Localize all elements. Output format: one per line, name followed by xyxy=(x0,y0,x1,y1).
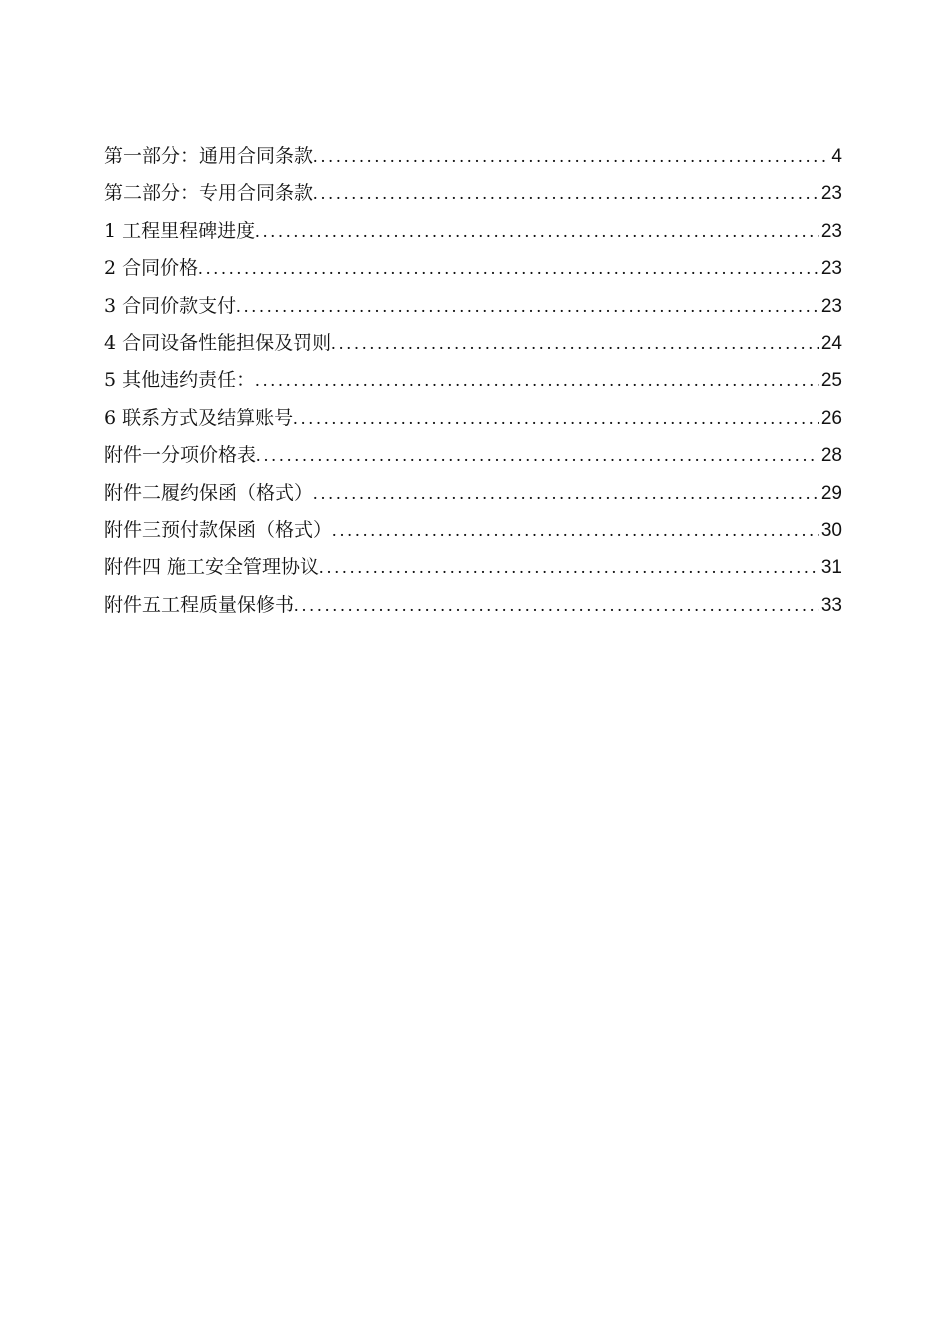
toc-entry[interactable] xyxy=(104,175,842,212)
toc-dot-leader xyxy=(331,325,819,362)
toc-dot-leader xyxy=(198,250,819,287)
toc-entry-page: 25 xyxy=(820,370,842,392)
toc-entry-page: 33 xyxy=(820,594,842,616)
toc-entry-title: 附件三预付款保函（格式） xyxy=(104,518,333,541)
toc-entry[interactable] xyxy=(104,549,842,586)
toc-entry-page: 23 xyxy=(820,295,842,317)
toc-entry[interactable] xyxy=(104,250,842,287)
toc-entry-page: 30 xyxy=(820,519,842,541)
toc-entry[interactable] xyxy=(104,512,842,549)
toc-entry-title: 附件四 施工安全管理协议 xyxy=(104,556,320,579)
toc-entry-title: 4 合同设备性能担保及罚则 xyxy=(104,331,332,354)
toc-entry-title: 3 合同价款支付 xyxy=(104,294,237,317)
toc-entry[interactable] xyxy=(104,138,842,175)
toc-entry-page: 23 xyxy=(820,183,842,205)
table-of-contents xyxy=(104,138,842,624)
toc-entry-title: 2 合同价格 xyxy=(104,257,199,280)
toc-dot-leader xyxy=(313,138,829,175)
toc-entry-page: 24 xyxy=(820,332,842,354)
toc-entry[interactable] xyxy=(104,325,842,362)
toc-entry-page: 26 xyxy=(820,407,842,429)
toc-entry[interactable] xyxy=(104,362,842,399)
toc-entry[interactable] xyxy=(104,587,842,624)
toc-dot-leader xyxy=(313,475,819,512)
toc-entry-title: 5 其他违约责任： xyxy=(104,369,256,392)
toc-dot-leader xyxy=(294,587,819,624)
toc-entry[interactable] xyxy=(104,437,842,474)
toc-entry-title: 附件一分项价格表 xyxy=(104,444,257,467)
toc-dot-leader xyxy=(313,175,819,212)
toc-entry-title: 1 工程里程碑进度 xyxy=(104,219,256,242)
toc-dot-leader xyxy=(236,288,819,325)
toc-entry-page: 4 xyxy=(831,146,842,167)
toc-dot-leader xyxy=(255,362,819,399)
toc-entry[interactable] xyxy=(104,213,842,250)
toc-entry-page: 31 xyxy=(820,557,842,579)
toc-dot-leader xyxy=(332,512,819,549)
toc-entry-title: 第二部分：专用合同条款 xyxy=(104,182,314,205)
toc-entry-page: 23 xyxy=(820,220,842,242)
toc-entry-page: 29 xyxy=(820,482,842,504)
toc-dot-leader xyxy=(256,437,819,474)
toc-entry[interactable] xyxy=(104,288,842,325)
toc-entry-page: 28 xyxy=(820,445,842,467)
toc-dot-leader xyxy=(319,549,819,586)
toc-dot-leader xyxy=(293,400,819,437)
toc-entry-title: 第一部分：通用合同条款 xyxy=(104,145,314,167)
toc-entry-title: 附件五工程质量保修书 xyxy=(104,593,295,616)
toc-dot-leader xyxy=(255,213,819,250)
toc-entry-page: 23 xyxy=(820,258,842,280)
toc-entry-title: 附件二履约保函（格式） xyxy=(104,481,314,504)
toc-entry[interactable] xyxy=(104,475,842,512)
toc-entry[interactable] xyxy=(104,400,842,437)
toc-entry-title: 6 联系方式及结算账号 xyxy=(104,406,294,429)
